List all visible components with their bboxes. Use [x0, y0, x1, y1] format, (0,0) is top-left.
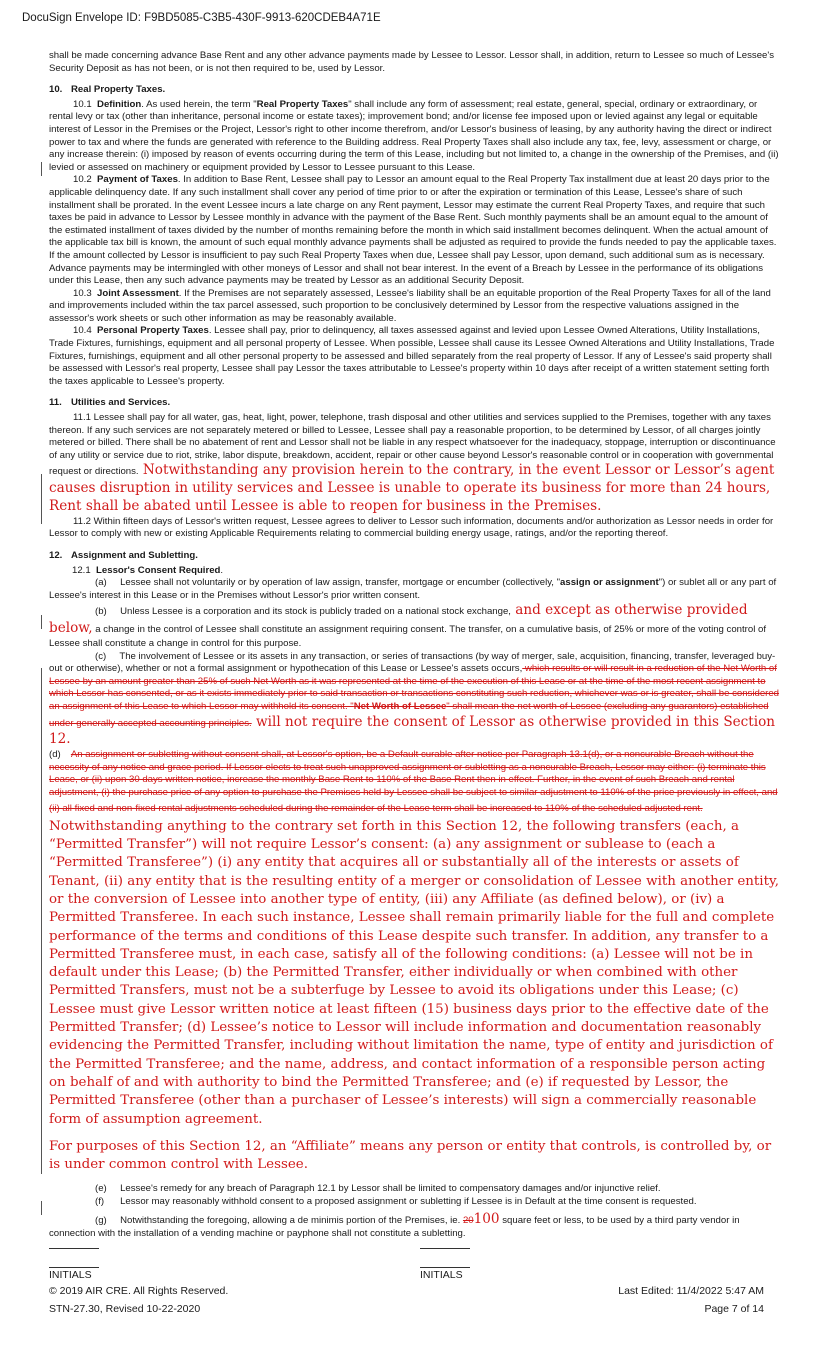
paragraph-10-3: 10.3 Joint Assessment. If the Premises are not separately assessed, Lessee's liability shall be an equitable proportion of the Real Property Taxes for all of the land and improvements included within the tax parcel assessed, such proportion to be conclusively determined by Lessor from the respective valuations assigned in the assessor's work sheets or such other information as may be reasonably available. — [49, 287, 771, 324]
form-id: STN-27.30, Revised 10-22-2020 — [49, 1303, 201, 1315]
paragraph-12-1-a: (a) Lessee shall not voluntarily or by operation of law assign, transfer, mortgage or encumber (collectively, "assign or assignment") or sublet all or any part of Lessee's interest in this Lease or in the Premises without Lessor's prior written consent. — [49, 577, 777, 601]
inserted-text-no-consent: will not require the consent of Lessor as otherwise provided in this Section 12. — [49, 713, 776, 748]
initials-label-right: INITIALS — [420, 1269, 463, 1281]
spacer — [49, 1129, 780, 1138]
intro-paragraph: shall be made concerning advance Base Rent and any other advance payments made by Lessee to Lessor. Lessor shall, in addition, return to Lessee so much of Lessee's Security Deposit as has not been, or is not then required to be, used by Lessor. — [49, 50, 774, 74]
initials-line-left[interactable] — [49, 1248, 99, 1249]
spacer — [49, 1174, 780, 1183]
docusign-envelope-id: DocuSign Envelope ID: F9BD5085-C3B5-430F-9913-620CDEB4A71E — [22, 12, 381, 24]
paragraph-10-2: 10.2 Payment of Taxes. In addition to Base Rent, Lessee shall pay to Lessor an amount equal to the Real Property Tax installment due at least 20 days prior to the applicable delinquency date. If any such installment shall cover any period of time prior to or after the expiration or termination of this Lease, Lessee's share of such installment shall be prorated. In the event Lessee incurs a late charge on any Rent payment, Lessor may estimate the current Real Property Taxes, and require that such taxes be paid in advance to Lessor by Lessee monthly in advance with the payment of the Base Rent. Such monthly payments shall be an amount equal to the amount of the estimated installment of taxes divided by the number of months remaining before the month in which said installment becomes delinquent. When the actual amount of the applicable tax bill is known, the amount of such equal monthly advance payments shall be adjusted as required to provide the funds needed to pay the applicable taxes. If the amount collected by Lessor is insufficient to pay such Real Property Taxes when due, Lessee shall pay Lessor, upon demand, such additional sum as is necessary. Advance payments may be intermingled with other moneys of Lessor and shall not bear interest. In the event of a Breach by Lessee in the performance of its obligations under this Lease, then any such advance payments may be treated by Lessor as an additional Security Deposit. — [49, 174, 777, 287]
paragraph-12-1-g: (g) Notwithstanding the foregoing, allowing a de minimis portion of the Premises, ie. 20100 square feet or less, to be used by a third party vendor in connection with the installation of a vending machine or payphone shall not constitute a subletting. — [49, 1210, 740, 1240]
last-edited: Last Edited: 11/4/2022 5:47 AM — [618, 1285, 764, 1297]
paragraph-10-4: 10.4 Personal Property Taxes. Lessee shall pay, prior to delinquency, all taxes assessed against and levied upon Lessee Owned Alterations, Utility Installations, Trade Fixtures, furnishings, equipment and all personal property of Lessee. When possible, Lessee shall cause its Lessee Owned Alterations and Utility Installations, Trade Fixtures, furnishings, equipment and all other personal property to be assessed and billed separately from the real property of Lessor. If any of Lessee's said property shall be assessed with Lessor's real property, Lessee shall pay Lessor the taxes attributable to Lessee's property within 10 days after receipt of a written statement setting forth the taxes applicable to Lessee's property. — [49, 325, 775, 387]
initials-line-left-2[interactable] — [49, 1267, 99, 1268]
paragraph-12-1-d: (d) An assignment or subletting without consent shall, at Lessor's option, be a Default curable after notice per Paragraph 13.1(d), or a noncurable Breach without the necessity of any notice and grace period. If Lessor elects to treat such unapproved assignment or subletting as a noncurable Breach, Lessor may either: (i) terminate this Lease, or (ii) upon 30 days written notice, increase the monthly Base Rent to 110% of the Base Rent then in effect. Further, in the event of such Breach and rental adjustment, (i) the purchase price of any option to purchase the Premises held by Lessee shall be subject to similar adjustment to 110% of the price previously in effect, and (ii) all fixed and non-fixed rental adjustments scheduled during the remainder of the Lease term shall be increased to 110% of the scheduled adjusted rent. Notwithstanding anything to the contrary set forth in this Section 12, the following transfers (each, a “Permitted Transfer”) will not require Lessor’s consent: (a) any assignment or sublease to (each a “Permitted Transferee”) (i) any entity that acquires all or substantially all of the interests or assets of Tenant, (ii) any entity that is the resulting entity of a merger or consolidation of Lessee with another entity, or the conversion of Lessee into another type of entity, (iii) any Affiliate (as defined below), or (iv) a Permitted Transferee. In each such instance, Lessee shall remain primarily liable for the full and complete performance of the terms and conditions of this Lease despite such transfer. In addition, any transfer to a Permitted Transferee must, in each case, satisfy all of the following conditions: (a) Lessee will not be in default under this Lease; (b) the Permitted Transfer, either individually or when combined with other Permitted Transfers, must not be a subterfuge by Lessee to avoid its obligations under this Lease; (c) Lessee must give Lessor written notice at least fifteen (15) business days prior to the effective date of the Permitted Transfer; (d) Lessee’s notice to Lessor will include information and documentation reasonably evidencing the Permitted Transfer, including without limitation the name, type of entity and jurisdiction of the Permitted Transferee; and the name, address, and contact information of a responsible person acting on behalf of and with authority to bind the Permitted Transferee; and (e) if requested by Lessor, the Permitted Transferee (other than a purchaser of Lessee’s interests) will sign a commercially reasonable form of assumption agreement. — [49, 749, 780, 1127]
paragraph-11-1: 11.1 Lessee shall pay for all water, gas, heat, light, power, telephone, trash disposal and other utilities and services supplied to the Premises, together with any taxes thereon. If any such services are not separately metered or billed to Lessee, Lessee shall pay a reasonable proportion, to be determined by Lessor, of all charges jointly metered or billed. There shall be no abatement of rent and Lessor shall not be liable in any respect whatsoever for the inadequacy, stoppage, interruption or discontinuance of any utility or service due to riot, strike, labor dispute, breakdown, accident, repair or other cause beyond Lessor's reasonable control or in cooperation with governmental request or directions. Notwithstanding any provision herein to the contrary, in the event Lessor or Lessor’s agent causes disruption in utility services and Lessee is unable to operate its business for more than 24 hours, Rent shall be abated until Lessee is able to reopen for business in the Premises. — [49, 412, 776, 514]
section-10-heading: 10. Real Property Taxes. — [49, 84, 166, 96]
section-11-heading: 11. Utilities and Services. — [49, 397, 171, 409]
paragraph-12-1-c: (c) The involvement of Lessee or its assets in any transaction, or series of transactions (by way of merger, sale, acquisition, financing, transfer, leveraged buy-out or otherwise), whether or not a formal assignment or hypothecation of this Lease or Lessee's assets occurs, which results or will result in a reduction of the Net Worth of Lessee by an amount greater than 25% of such Net Worth as it was represented at the time of the execution of this Lease or at the time of the most recent assignment to which Lessor has consented, or as it exists immediately prior to said transaction or transactions constituting such reduction, whichever was or is greater, shall be considered an assignment of this Lease to which Lessor may withhold its consent. "Net Worth of Lessee" shall mean the net worth of Lessee (excluding any guarantors) established under generally accepted accounting principles. will not require the consent of Lessor as otherwise provided in this Section 12. — [49, 650, 780, 748]
paragraph-12-1-f: (f) Lessor may reasonably withhold consent to a proposed assignment or subletting if Lessee is in Default at the time consent is requested. — [95, 1196, 697, 1208]
paragraph-12-1-e: (e) Lessee's remedy for any breach of Paragraph 12.1 by Lessor shall be limited to compensatory damages and/or injunctive relief. — [95, 1183, 661, 1195]
inserted-text-100: 100 — [473, 1210, 500, 1227]
initials-line-right-2[interactable] — [420, 1267, 470, 1268]
copyright: © 2019 AIR CRE. All Rights Reserved. — [49, 1285, 229, 1297]
change-bar — [41, 1201, 42, 1215]
lease-page-body — [49, 50, 780, 1241]
paragraph-12-1-heading: 12.1 Lessor's Consent Required. — [72, 564, 224, 576]
change-bar — [41, 474, 42, 524]
paragraph-12-1-b: (b) Unless Lessee is a corporation and its stock is publicly traded on a national stock exchange, and except as otherwise provided below, a change in the control of Lessee shall constitute an assignment requiring consent. The transfer, on a cumulative basis, of 25% or more of the voting control of Lessee shall constitute a change in control for this purpose. — [49, 602, 766, 649]
deleted-text-net-worth: which results or will result in a reduction of the Net Worth of Lessee by an amount greater than 25% of such Net Worth as it was represented at the time of the execution of this Lease or at the time of the most recent assignment to which Lessor has consented, or as it exists immediately prior to said transaction or transactions constituting such reduction, whichever was or is greater, shall be considered an assignment of this Lease to which Lessor may withhold its consent. " — [49, 663, 780, 712]
inserted-text-affiliate-definition: For purposes of this Section 12, an “Affiliate” means any person or entity that controls, is controlled by, or is under common control with Lessee. — [49, 1138, 772, 1173]
deleted-text-20: 20 — [462, 1214, 474, 1226]
change-bar — [41, 615, 42, 629]
inserted-text-utility-abatement: Notwithstanding any provision herein to the contrary, in the event Lessor or Lessor’s agent causes disruption in utility services and Lessee is unable to operate its business for more than 24 hours, Rent shall be abated until Lessee is able to reopen for business in the Premises. — [49, 462, 775, 514]
inserted-text-permitted-transfer: Notwithstanding anything to the contrary set forth in this Section 12, the following transfers (each, a “Permitted Transfer”) will not require Lessor’s consent: (a) any assignment or sublease to (each a “Permitted Transferee”) (i) any entity that acquires all or substantially all of the interests or assets of Tenant, (ii) any entity that is the resulting entity of a merger or consolidation of Lessee with another entity, or the conversion of Lessee into another type of entity, (iii) any Affiliate (as defined below), or (iv) a Permitted Transferee. In each such instance, Lessee shall remain primarily liable for the full and complete performance of the terms and conditions of this Lease despite such transfer. In addition, any transfer to a Permitted Transferee must, in each case, satisfy all of the following conditions: (a) Lessee will not be in default under this Lease; (b) the Permitted Transfer, either individually or when combined with other Permitted Transfers, must not be a subterfuge by Lessee to avoid its obligations under this Lease; (c) Lessee must give Lessor written notice at least fifteen (15) business days prior to the effective date of the Permitted Transfer; (d) Lessee’s notice to Lessor will include information and documentation reasonably evidencing the Permitted Transfer, including without limitation the name, type of entity and jurisdiction of the Permitted Transferee; and the name, address, and contact information of a responsible person acting on behalf of and with authority to bind the Permitted Transferee; and (e) if requested by Lessor, the Permitted Transferee (other than a purchaser of Lessee’s interests) will sign a commercially reasonable form of assumption agreement. — [49, 818, 780, 1127]
section-12-heading: 12. Assignment and Subletting. — [49, 549, 198, 561]
change-bar — [41, 668, 42, 1174]
initials-line-right[interactable] — [420, 1248, 470, 1249]
paragraph-10-1: 10.1 Definition. As used herein, the term "Real Property Taxes" shall include any form of assessment; real estate, general, special, ordinary or extraordinary, or rental levy or tax (other than inheritance, personal income or estate taxes); improvement bond; and/or license fee imposed upon or levied against any legal or equitable interest of Lessor in the Premises or the Project, Lessor's right to other income therefrom, and/or Lessor's business of leasing, by any authority having the direct or indirect power to tax and where the funds are generated with reference to the Building address. Real Property Taxes shall also include any tax, fee, levy, assessment or charge, or any increase therein: (i) imposed by reason of events occurring during the term of this Lease, including but not limited to, a change in the ownership of the Premises, and (ii) levied or assessed on machinery or equipment provided by Lessor to Lessee pursuant to this Lease. — [49, 98, 779, 173]
deleted-text-default-breach: An assignment or subletting without consent shall, at Lessor's option, be a Default curable after notice per Paragraph 13.1(d), or a noncurable Breach without the necessity of any notice and grace period. If Lessor elects to treat such unapproved assignment or subletting as a noncurable Breach, Lessor may either: (i) terminate this Lease, or (ii) upon 30 days written notice, increase the monthly Base Rent to 110% of the Base Rent then in effect. Further, in the event of such Breach and rental adjustment, (i) the purchase price of any option to purchase the Premises held by Lessee shall be subject to similar adjustment to 110% of the price previously in effect, and (ii) all fixed and non-fixed rental adjustments scheduled during the remainder of the Lease term shall be increased to 110% of the scheduled adjusted rent. — [49, 749, 778, 815]
change-bar — [41, 162, 42, 176]
initials-label-left: INITIALS — [49, 1269, 92, 1281]
page-number: Page 7 of 14 — [704, 1303, 764, 1315]
paragraph-11-2: 11.2 Within fifteen days of Lessor's written request, Lessee agrees to deliver to Lessor such information, documents and/or authorization as Lessor needs in order for Lessor to comply with new or existing Applicable Requirements relating to commercial building energy usage, ratings, and/or the reporting thereof. — [49, 515, 774, 540]
inserted-text-except-provided: and except as otherwise provided below, — [49, 602, 748, 637]
